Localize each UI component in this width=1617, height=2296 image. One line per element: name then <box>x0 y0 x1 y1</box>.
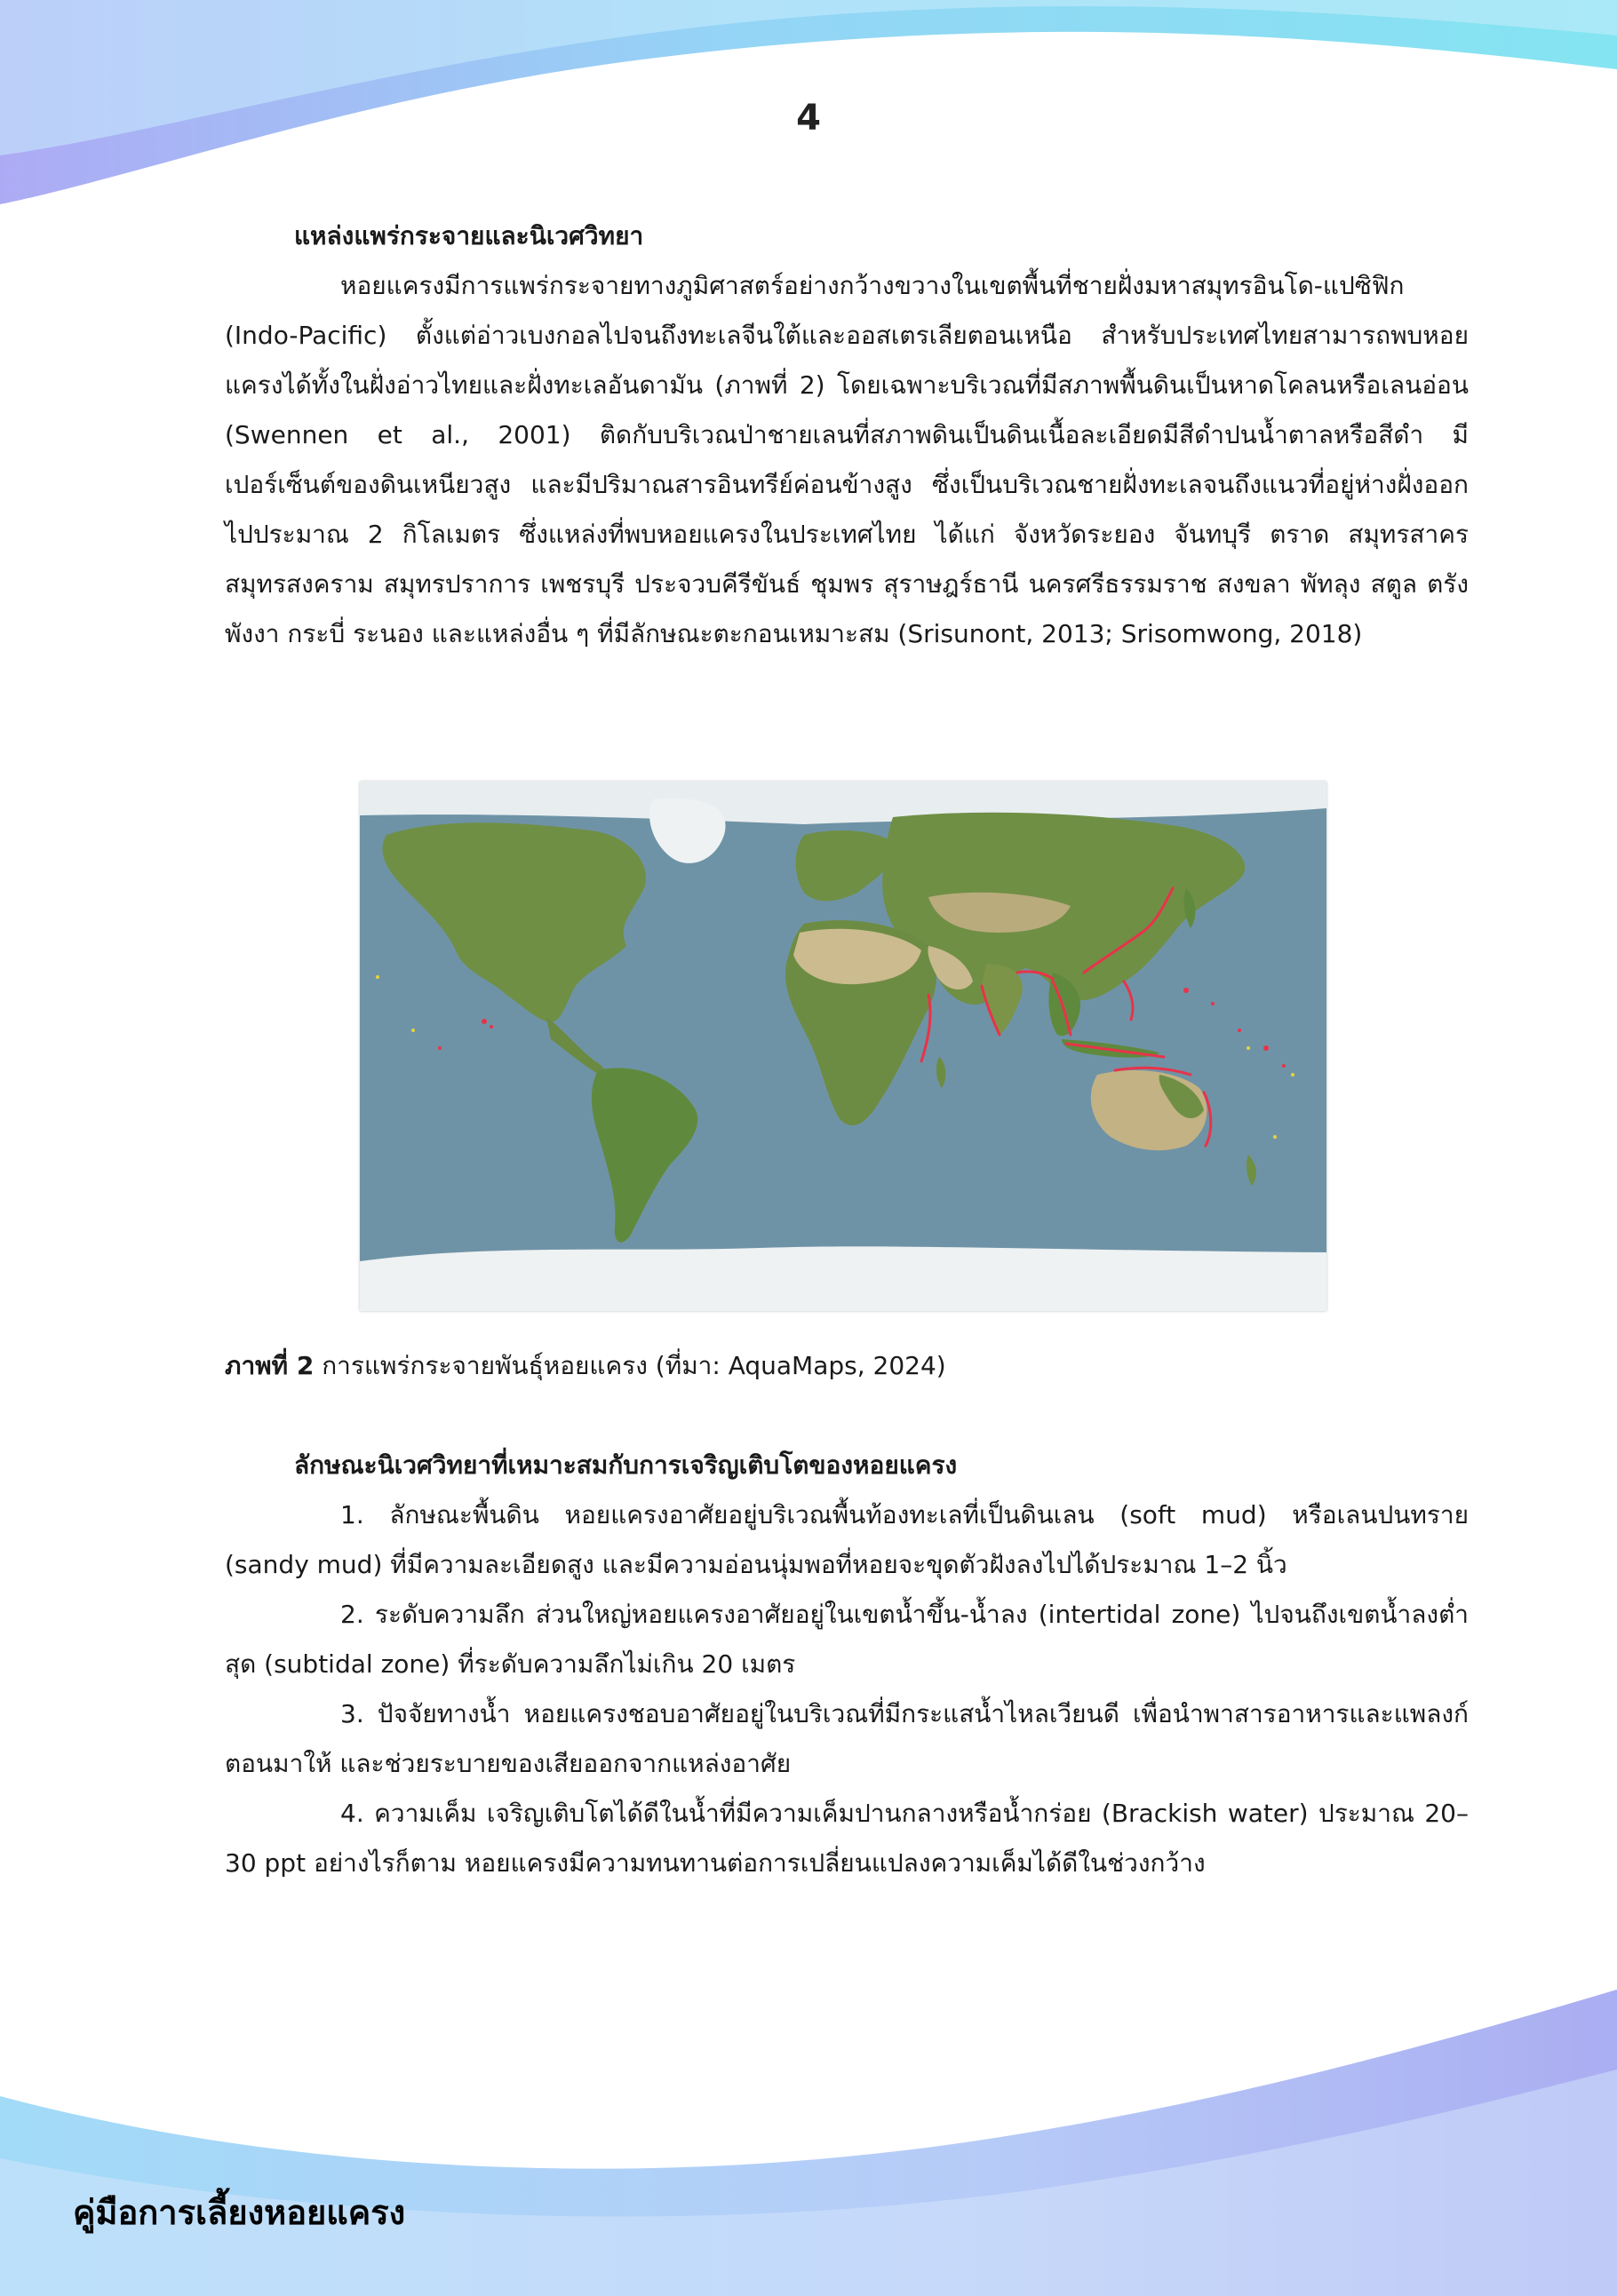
section-heading: แหล่งแพร่กระจายและนิเวศวิทยา <box>294 221 644 250</box>
antarctica <box>360 1246 1326 1311</box>
list-item: 2. ระดับความลึก ส่วนใหญ่หอยแครงอาศัยอยู่ในเขตน้ำขึ้น-น้ำลง (intertidal zone) ไปจนถึงเขตน้ำลงต่ำสุด (subtidal zone) ที่ระดับความลึกไม่เกิน 20 เมตร <box>225 1600 1469 1679</box>
caption-text: การแพร่กระจายพันธุ์หอยแครง (ที่มา: AquaMaps, 2024) <box>314 1351 946 1380</box>
list-item: 4. ความเค็ม เจริญเติบโตได้ดีในน้ำที่มีความเค็มปานกลางหรือน้ำกร่อย (Brackish water) ประมาณ 20–30 ppt อย่างไรก็ตาม หอยแครงมีความทนทานต่อการเปลี่ยนแปลงความเค็มได้ดีในช่วงกว้าง <box>225 1799 1469 1878</box>
figure-caption <box>225 1341 946 1391</box>
page-number: 4 <box>796 98 821 139</box>
section-distribution <box>225 211 1469 659</box>
body-paragraph: หอยแครงมีการแพร่กระจายทางภูมิศาสตร์อย่างกว้างขวางในเขตพื้นที่ชายฝั่งมหาสมุทรอินโด-แปซิฟิก (Indo-Pacific) ตั้งแต่อ่าวเบงกอลไปจนถึงทะเลจีนใต้และออสเตรเลียตอนเหนือ สำหรับประเทศไทยสามารถพบหอยแครงได้ทั้งในฝั่งอ่าวไทยและฝั่งทะเลอันดามัน (ภาพที่ 2) โดยเฉพาะบริเวณที่มีสภาพพื้นดินเป็นหาดโคลนหรือเลนอ่อน (Swennen et al., 2001) ติดกับบริเวณป่าชายเลนที่สภาพดินเป็นดินเนื้อละเอียดมีสีดำปนน้ำตาลหรือสีดำ มีเปอร์เซ็นต์ของดินเหนียวสูง และมีปริมาณสารอินทรีย์ค่อนข้างสูง ซึ่งเป็นบริเวณชายฝั่งทะเลจนถึงแนวที่อยู่ห่างฝั่งออกไปประมาณ 2 กิโลเมตร ซึ่งแหล่งที่พบหอยแครงในประเทศไทย ได้แก่ จังหวัดระยอง จันทบุรี ตราด สมุทรสาคร สมุทรสงคราม สมุทรปราการ เพชรบุรี ประจวบคีรีขันธ์ ชุมพร สุราษฎร์ธานี นครศรีธรรมราช สงขลา พัทลุง สตูล ตรัง พังงา กระบี่ ระนอง และแหล่งอื่น ๆ ที่มีลักษณะตะกอนเหมาะสม (Srisunont, 2013; Srisomwong, 2018) <box>225 271 1469 648</box>
world-map <box>360 782 1326 1311</box>
list-item: 1. ลักษณะพื้นดิน หอยแครงอาศัยอยู่บริเวณพื้นท้องทะเลที่เป็นดินเลน (soft mud) หรือเลนปนทราย (sandy mud) ที่มีความละเอียดสูง และมีความอ่อนนุ่มพอที่หอยจะขุดตัวฝังลงไปได้ประมาณ 1–2 นิ้ว <box>225 1500 1469 1579</box>
section-heading: ลักษณะนิเวศวิทยาที่เหมาะสมกับการเจริญเติบโตของหอยแครง <box>294 1450 958 1480</box>
distribution-map-figure <box>360 782 1326 1311</box>
section-ecology <box>225 1441 1469 1888</box>
footer-title: คู่มือการเลี้ยงหอยแครง <box>73 2193 406 2232</box>
list-item: 3. ปัจจัยทางน้ำ หอยแครงชอบอาศัยอยู่ในบริเวณที่มีกระแสน้ำไหลเวียนดี เพื่อนำพาสารอาหารและแพลงก์ตอนมาให้ และช่วยระบายของเสียออกจากแหล่งอาศัย <box>225 1699 1469 1778</box>
caption-label: ภาพที่ 2 <box>225 1351 315 1380</box>
